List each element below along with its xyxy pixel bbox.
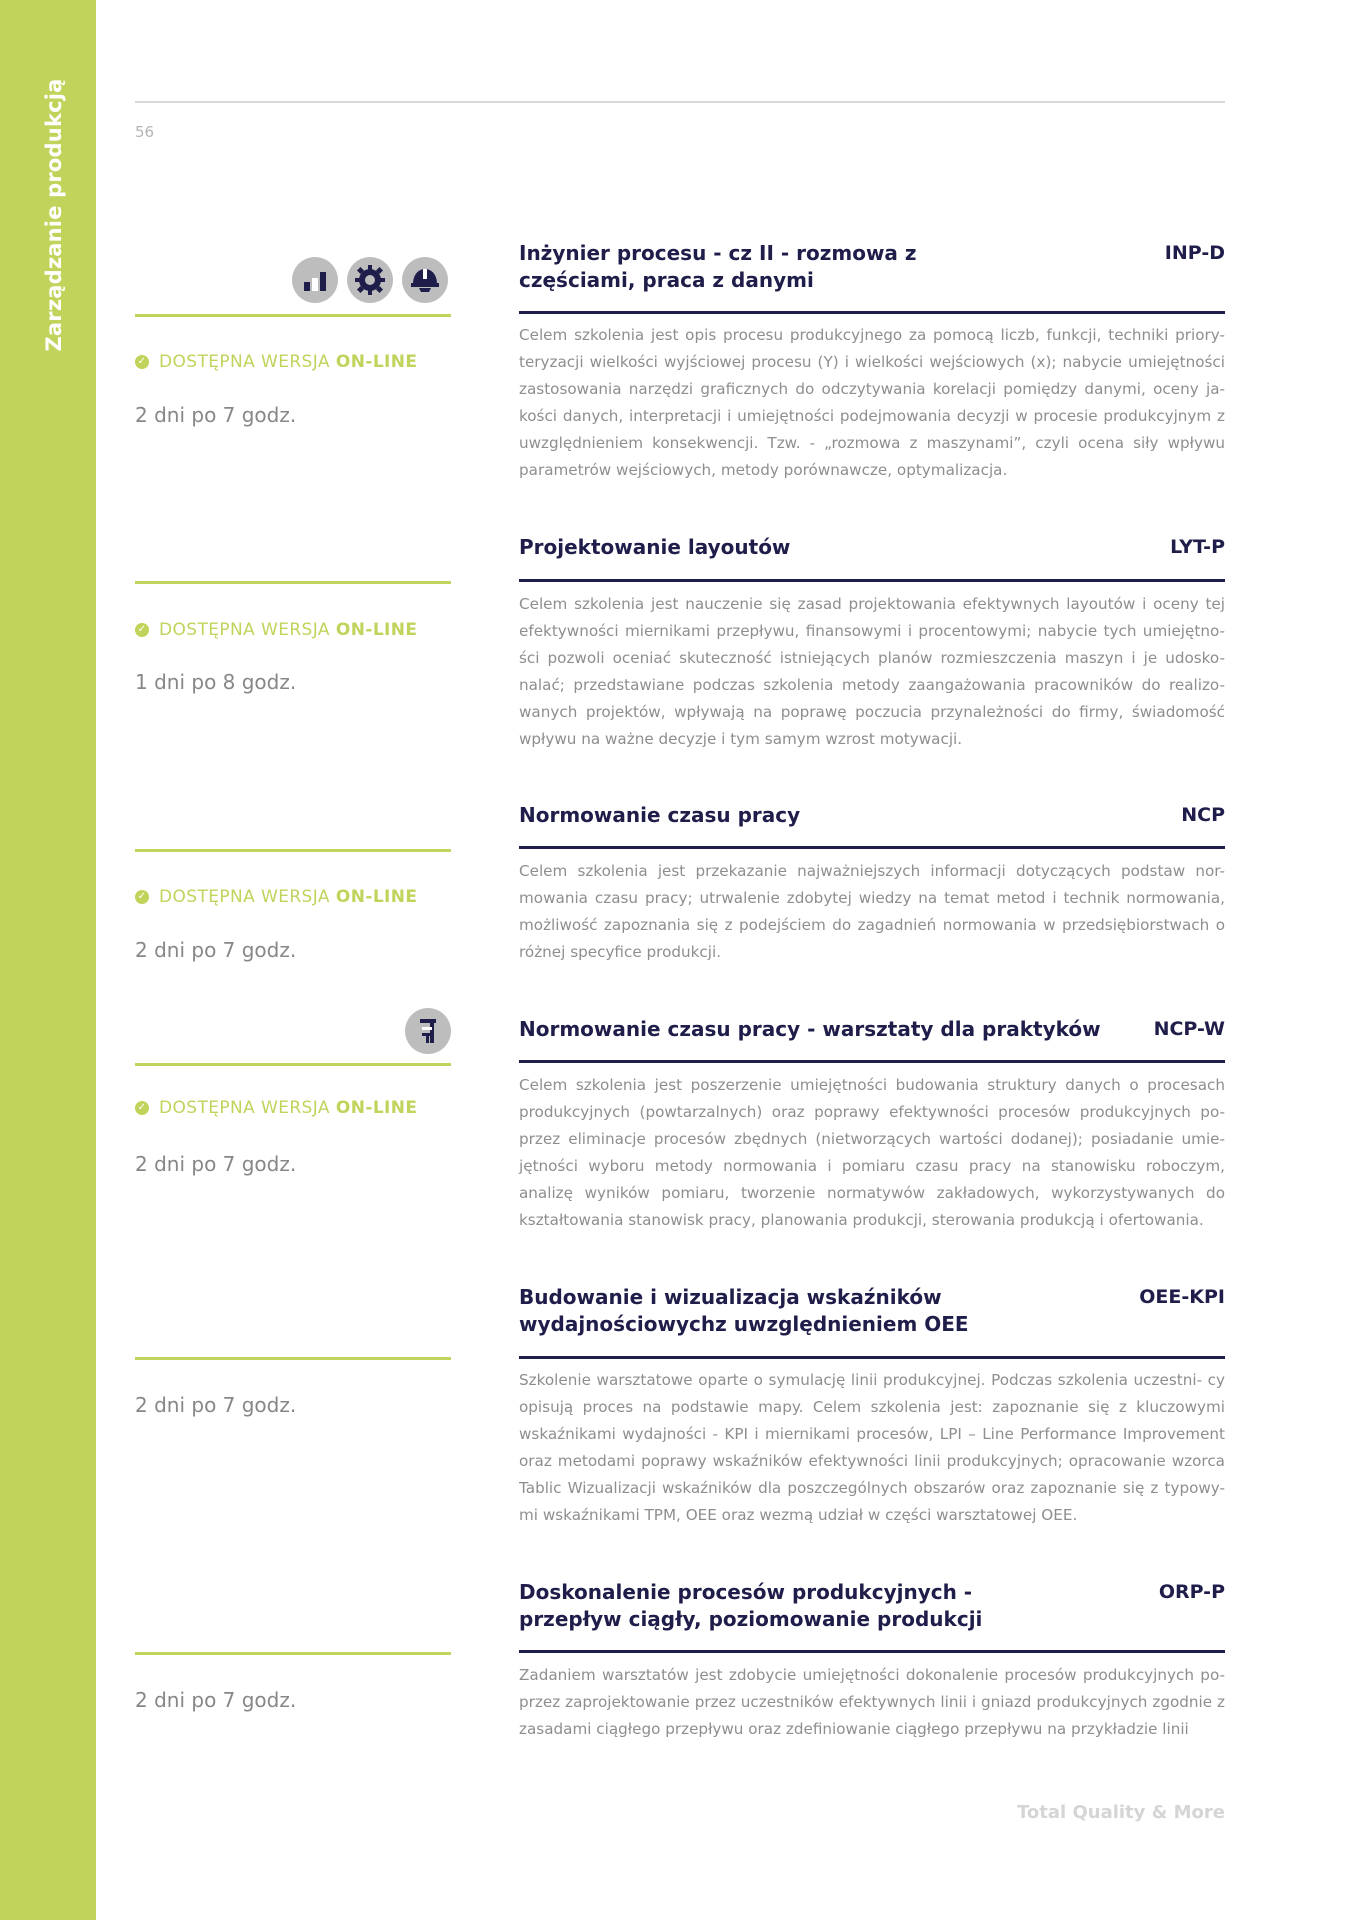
course-duration: 1 dni po 8 godz. [135,670,297,694]
check-icon: ✓ [135,623,149,637]
course-description: Zadaniem warsztatów jest zdobycie umiejętności dokonalenie procesów produkcyjnych po- przez zaprojektowanie przez uczestników efektywnych linii i gniazd produkcyjnych zgodnie z zasadami ciągłego przepływu oraz zdefiniowanie ciągłego przepływu na przykładzie linii [519,1666,1225,1738]
title-divider [519,846,1225,849]
page-number: 56 [135,123,155,141]
online-badge [135,1098,417,1118]
course-code: ORP-P [1158,1581,1225,1603]
bar-chart-icon [292,257,338,303]
course-title: Normowanie czasu pracy - warsztaty dla praktyków [519,1017,1101,1041]
course-description: Celem szkolenia jest opis procesu produkcyjnego za pomocą liczb, funkcji, techniki priory- teryzacji wielkości wyjściowej procesu (Y) i wielkości wejściowych (x); nabycie umiejętności zastosowania narzędzi graficznych do odczytywania korelacji pomiędzy danymi, oceny ja- kości danych, interpretacji i umiejętności podejmowania decyzji w procesie produkcyjnym z uwzględnieniem konsekwencji. Tzw. - „rozmowa z maszynami”, czyli ocena siły wpływu parametrów wejściowych, metody porównawcze, optymalizacja. [519,326,1225,479]
helmet-icon [402,257,448,303]
course-duration: 2 dni po 7 godz. [135,403,297,427]
left-divider [135,1063,451,1066]
left-divider [135,581,451,584]
online-prefix: DOSTĘPNA WERSJA [159,887,330,907]
course-duration: 2 dni po 7 godz. [135,1688,297,1712]
course-title: Normowanie czasu pracy [519,803,801,827]
title-divider [519,579,1225,582]
online-prefix: DOSTĘPNA WERSJA [159,1098,330,1118]
left-divider [135,1357,451,1360]
course-code: LYT-P [1170,536,1225,558]
online-badge [135,887,417,907]
left-divider [135,314,451,317]
course-code: INP-D [1164,242,1225,264]
course-title: Budowanie i wizualizacja wskaźników wydajnościowychz uwzględnieniem OEE [519,1285,969,1336]
online-badge [135,620,417,640]
title-divider [519,1356,1225,1359]
online-highlight: ON-LINE [335,620,418,640]
course-duration: 2 dni po 7 godz. [135,1152,297,1176]
course-code: NCP [1181,804,1225,826]
footer-brand: Total Quality & More [1017,1802,1225,1823]
course-code: OEE-KPI [1139,1286,1225,1308]
online-prefix: DOSTĘPNA WERSJA [159,352,330,372]
check-icon: ✓ [135,355,149,369]
online-highlight: ON-LINE [335,352,418,372]
course-icons [292,257,448,303]
online-prefix: DOSTĘPNA WERSJA [159,620,330,640]
check-icon: ✓ [135,890,149,904]
left-divider [135,849,451,852]
course-icons [405,1008,451,1054]
workshop-tool-icon [405,1008,451,1054]
sidebar-title: Zarządzanie produkcją [42,78,66,352]
gear-icon [347,257,393,303]
sidebar [0,0,96,1920]
online-badge [135,352,417,372]
online-highlight: ON-LINE [335,1098,418,1118]
title-divider [519,311,1225,314]
course-title: Inżynier procesu - cz II - rozmowa z częściami, praca z danymi [519,241,917,292]
left-divider [135,1652,451,1655]
course-description: Celem szkolenia jest przekazanie najważniejszych informacji dotyczących podstaw nor- mowania czasu pracy; utrwalenie zdobytej wiedzy na temat metod i technik normowania, możliwość zapoznania się z podejściem do zagadnień normowania w przedsiębiorstwach o różnej specyfice produkcji. [519,862,1225,961]
course-duration: 2 dni po 7 godz. [135,1393,297,1417]
title-divider [519,1650,1225,1653]
course-description: Celem szkolenia jest poszerzenie umiejętności budowania struktury danych o procesach produkcyjnych (powtarzalnych) oraz poprawy efektywności procesów produkcyjnych po- przez eliminacje procesów zbędnych (nietworzących wartości dodanej); posiadanie umie- jętności wyboru metody normowania i pomiaru czasu pracy na stanowisku roboczym, analizę wyników pomiaru, tworzenie normatywów zakładowych, wykorzystywanych do kształtowania stanowisk pracy, planowania produkcji, sterowania produkcją i ofertowania. [519,1076,1225,1229]
course-description: Celem szkolenia jest nauczenie się zasad projektowania efektywnych layoutów i oceny tej efektywności miernikami przepływu, finansowymi i procentowymi; nabycie tych umiejętno- ści pozwoli oceniać skuteczność istniejących planów rozmieszczenia maszyn i je udosko- nalać; przedstawiane podczas szkolenia metody zaangażowania pracowników do realizo- wanych projektów, wpływają na poprawę poczucia przynależności do firmy, świadomość wpływu na ważne decyzje i tym samym wzrost motywacji. [519,595,1225,748]
course-title: Doskonalenie procesów produkcyjnych - przepływ ciągły, poziomowanie produkcji [519,1580,983,1631]
course-title: Projektowanie layoutów [519,535,791,559]
title-divider [519,1060,1225,1063]
online-highlight: ON-LINE [335,887,418,907]
top-divider [135,101,1225,103]
course-duration: 2 dni po 7 godz. [135,938,297,962]
course-code: NCP-W [1153,1018,1225,1040]
check-icon: ✓ [135,1101,149,1115]
course-description: Szkolenie warsztatowe oparte o symulację linii produkcyjnej. Podczas szkolenia uczestni- cy opisują proces na podstawie mapy. Celem szkolenia jest: zapoznanie się z kluczowymi wskaźnikami wydajności - KPI i miernikami procesów, LPI – Line Performance Improvement oraz metodami poprawy wskaźników efektywności linii produkcyjnych; opracowanie wzorca Tablic Wizualizacji wskaźników dla poszczególnych obszarów oraz zapoznanie się z typowy- mi wskaźnikami TPM, OEE oraz wezmą udział w części warsztatowej OEE. [519,1371,1225,1524]
